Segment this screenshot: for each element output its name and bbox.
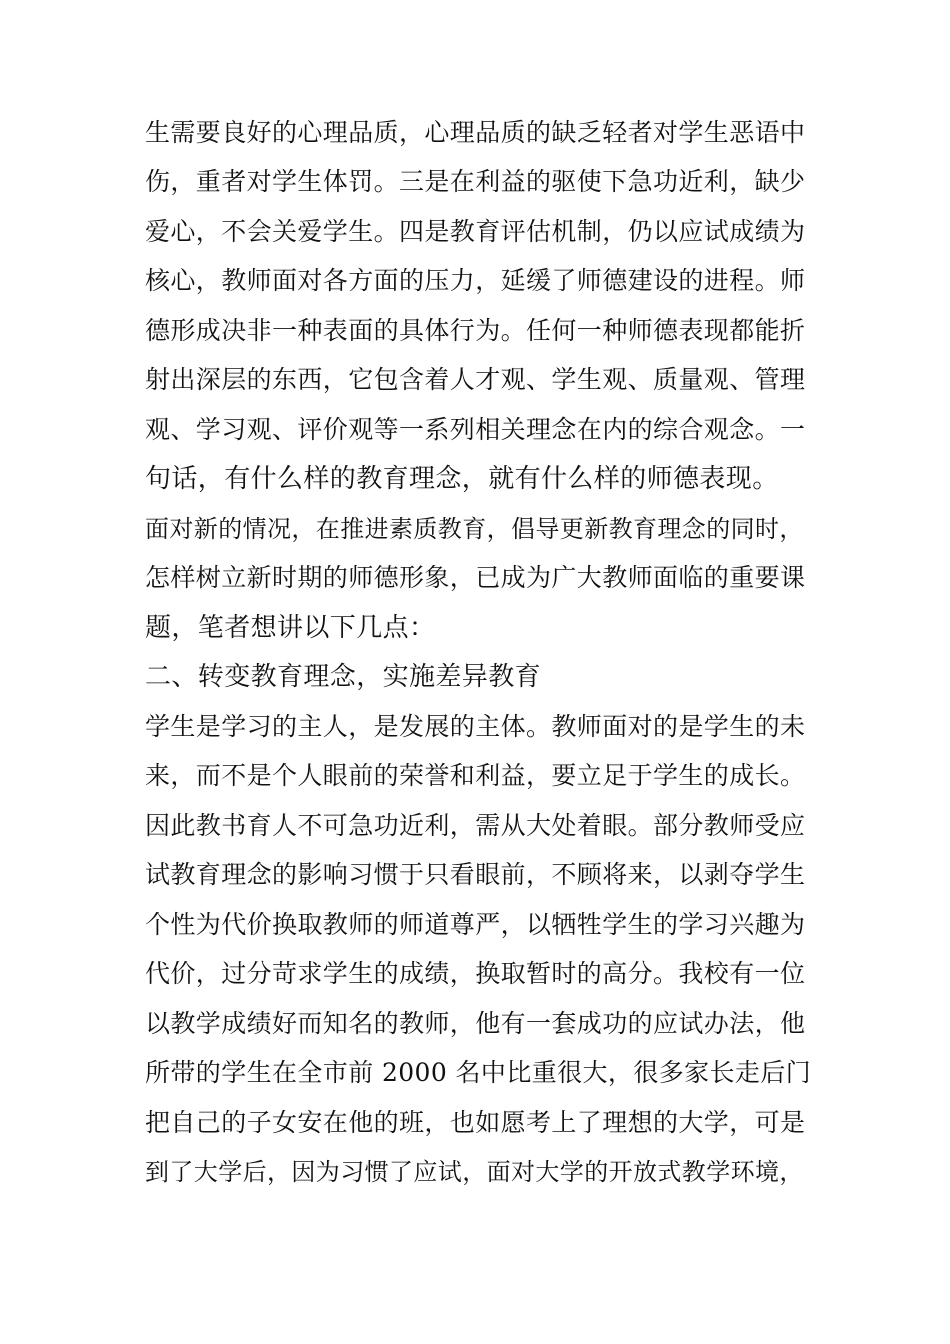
text-line: 爱心，不会关爱学生。四是教育评估机制，仍以应试成绩为 [145,217,806,246]
text-line: 代价，过分苛求学生的成绩，换取暂时的高分。我校有一位 [145,959,806,988]
text-line: 到了大学后，因为习惯了应试，面对大学的开放式教学环境， [145,1158,804,1186]
section-heading: 二、转变教育理念，实施差异教育 [145,662,542,692]
text-line: 德形成决非一种表面的具体行为。任何一种师德表现都能折 [145,316,806,345]
text-line: 以教学成绩好而知名的教师，他有一套成功的应试办法，他 [145,1009,806,1038]
text-line: 面对新的情况，在推进素质教育，倡导更新教育理念的同时， [145,515,804,543]
text-line: 来，而不是个人眼前的荣誉和利益，要立足于学生的成长。 [145,761,806,790]
text-line: 题，笔者想讲以下几点： [145,613,436,643]
text-line: 伤，重者对学生体罚。三是在利益的驱使下急功近利，缺少 [145,167,806,196]
text-line: 个性为代价换取教师的师道尊严，以牺牲学生的学习兴趣为 [145,910,806,939]
text-line: 因此教书育人不可急功近利，需从大处着眼。部分教师受应 [145,811,806,840]
text-line: 把自己的子女安在他的班，也如愿考上了理想的大学，可是 [145,1108,806,1137]
text-line: 句话，有什么样的教育理念，就有什么样的师德表现。 [145,464,779,494]
text-line: 观、学习观、评价观等一系列相关理念在内的综合观念。一 [145,415,806,444]
text-line: 学生是学习的主人，是发展的主体。教师面对的是学生的未 [145,712,806,741]
text-line: 试教育理念的影响习惯于只看眼前，不顾将来，以剥夺学生 [145,860,806,889]
text-line: 射出深层的东西，它包含着人才观、学生观、质量观、管理 [145,365,806,394]
text-line: 怎样树立新时期的师德形象，已成为广大教师面临的重要课 [145,563,806,592]
text-line: 核心，教师面对各方面的压力，延缓了师德建设的进程。师 [145,266,806,295]
text-line: 所带的学生在全市前 2000 名中比重很大，很多家长走后门 [145,1058,812,1087]
text-line: 生需要良好的心理品质，心理品质的缺乏轻者对学生恶语中 [145,118,806,147]
